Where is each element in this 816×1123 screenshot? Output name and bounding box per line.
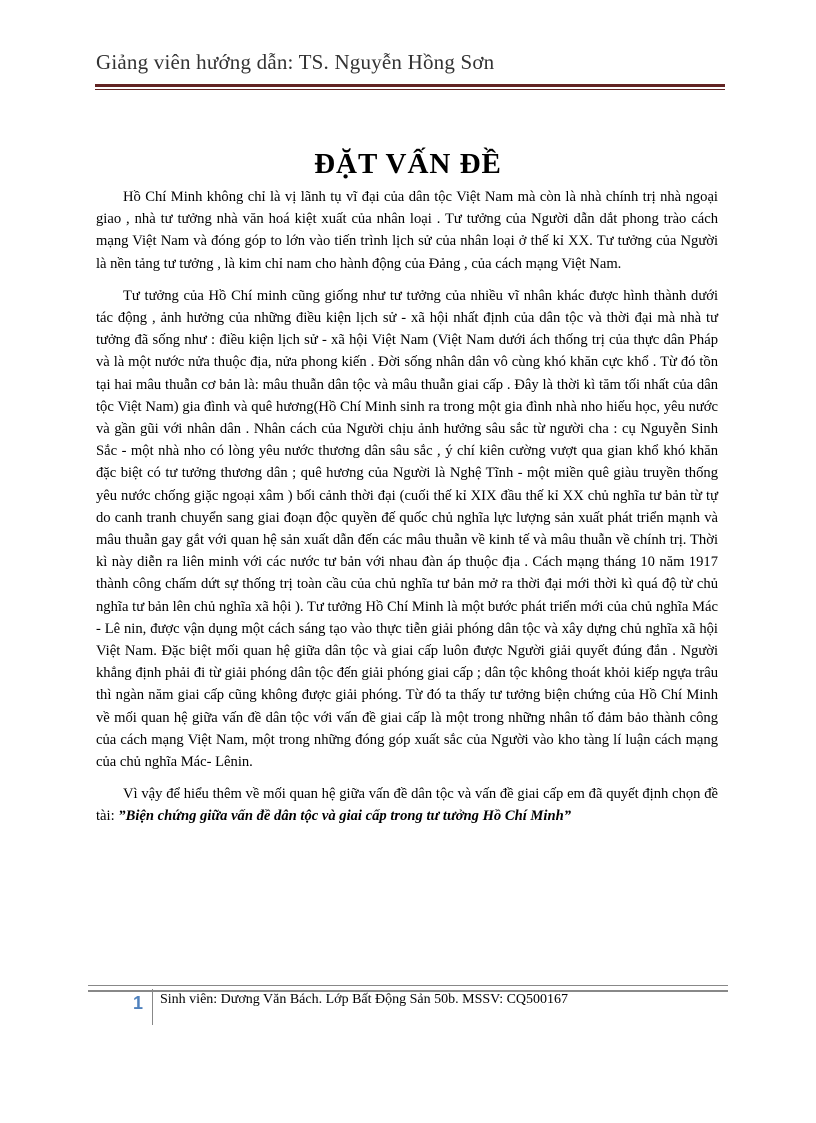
paragraph-intro: Hồ Chí Minh không chỉ là vị lãnh tụ vĩ đại của dân tộc Việt Nam mà còn là nhà chính trị nhà ngoại giao , nhà tư tưởng nhà văn hoá kiệt xuất của nhân loại . Tư tưởng của Người dẫn dắt phong trào cách mạng Việt Nam và đóng góp to lớn vào tiến trình lịch sử của nhân loại ở thế kỉ XX. Tư tưởng của Người là nền tảng tư tưởng , là kim chỉ nam cho hành động của Đảng , của cách mạng Việt Nam. bbox=[96, 189, 718, 272]
page-header: Giảng viên hướng dẫn: TS. Nguyễn Hồng Sơn bbox=[96, 50, 495, 74]
page-number: 1 bbox=[133, 993, 144, 1013]
topic-title: ”Biện chứng giữa vấn đề dân tộc và giai cấp trong tư tưởng Hồ Chí Minh” bbox=[118, 808, 571, 825]
footer-rule bbox=[88, 985, 728, 992]
document-body bbox=[96, 186, 718, 838]
footer-divider bbox=[152, 989, 153, 1025]
header-rule-thin bbox=[95, 89, 725, 90]
paragraph-context: Tư tưởng của Hồ Chí minh cũng giống như tư tưởng của nhiều vĩ nhân khác được hình thành dưới tác động , ảnh hưởng của những điều kiện lịch sử - xã hội nhất định của dân tộc và thời đại mà nhà tư tưởng đã sống như : điều kiện lịch sử - xã hội Việt Nam (Việt Nam dưới ách thống trị của thực dân Pháp và là một nước nửa thuộc địa, nửa phong kiến . Đời sống nhân dân vô cùng khó khăn cực khổ . Từ đó tồn tại hai mâu thuẫn cơ bản là: mâu thuẫn dân tộc và mâu thuẫn giai cấp . Đây là thời kì tăm tối nhất của dân tộc Việt Nam) gia đình và quê hương(Hồ Chí Minh sinh ra trong một gia đình nhà nho hiếu học, yêu nước và gần gũi với nhân dân . Nhân cách của Người chịu ảnh hưởng sâu sắc từ người cha : cụ Nguyễn Sinh Sắc - một nhà nho có lòng yêu nước thương dân sâu sắc , ý chí kiên cường vượt qua gian khổ khó khăn đặc biệt có tư tưởng thương dân ; quê hương của Người là Nghệ Tĩnh - một miền quê giàu truyền thống yêu nước chống giặc ngoại xâm ) bối cảnh thời đại (cuối thế kỉ XIX đầu thế kỉ XX chủ nghĩa tư bản từ tự do canh tranh chuyển sang giai đoạn độc quyền đế quốc chủ nghĩa lực lượng sản xuất phát triển mạnh và mâu thuẫn gay gắt với quan hệ sản xuất dẫn đến các mâu thuẫn về kinh tế và mâu thuẫn về chính trị. Thời kì này diễn ra liên minh với các nước tư bản với nhau đàn áp thuộc địa . Cách mạng tháng 10 năm 1917 thành công chấm dứt sự thống trị toàn cầu của chủ nghĩa tư bản mở ra thời đại mới thời kì quá độ từ chủ nghĩa tư bản lên chủ nghĩa xã hội ). Tư tưởng Hồ Chí Minh là một bước phát triển mới của chủ nghĩa Mác - Lê nin, được vận dụng một cách sáng tạo vào thực tiễn giải phóng dân tộc và xây dựng chủ nghĩa xã hội Việt Nam. Đặc biệt mối quan hệ giữa dân tộc và giai cấp luôn được Người giải quyết đúng đắn . Người khẳng định phải đi từ giải phóng dân tộc đến giải phóng giai cấp ; dân tộc không thoát khỏi kiếp ngựa trâu thì ngàn năm giai cấp cũng không được giải phóng. Từ đó ta thấy tư tưởng biện chứng của Hồ Chí Minh về mối quan hệ giữa vấn đề dân tộc với vấn đề giai cấp là một trong những nhân tố đảm bảo thành công của cách mạng Việt Nam, một trong những đóng góp xuất sắc của Người vào kho tàng lí luận cách mạng của chủ nghĩa Mác- Lênin. bbox=[96, 287, 718, 771]
footer-student-info: Sinh viên: Dương Văn Bách. Lớp Bất Động Sản 50b. MSSV: CQ500167 bbox=[160, 992, 569, 1007]
header-rule bbox=[95, 84, 725, 87]
paragraph-conclusion bbox=[96, 783, 718, 827]
paragraph-conclusion-lead: Vì vậy để hiểu thêm về mối quan hệ giữa vấn đề dân tộc và vấn đề giai cấp em đã quyết định chọn đề tài: bbox=[96, 786, 718, 825]
page-title: ĐẶT VẤN ĐỀ bbox=[314, 148, 502, 180]
